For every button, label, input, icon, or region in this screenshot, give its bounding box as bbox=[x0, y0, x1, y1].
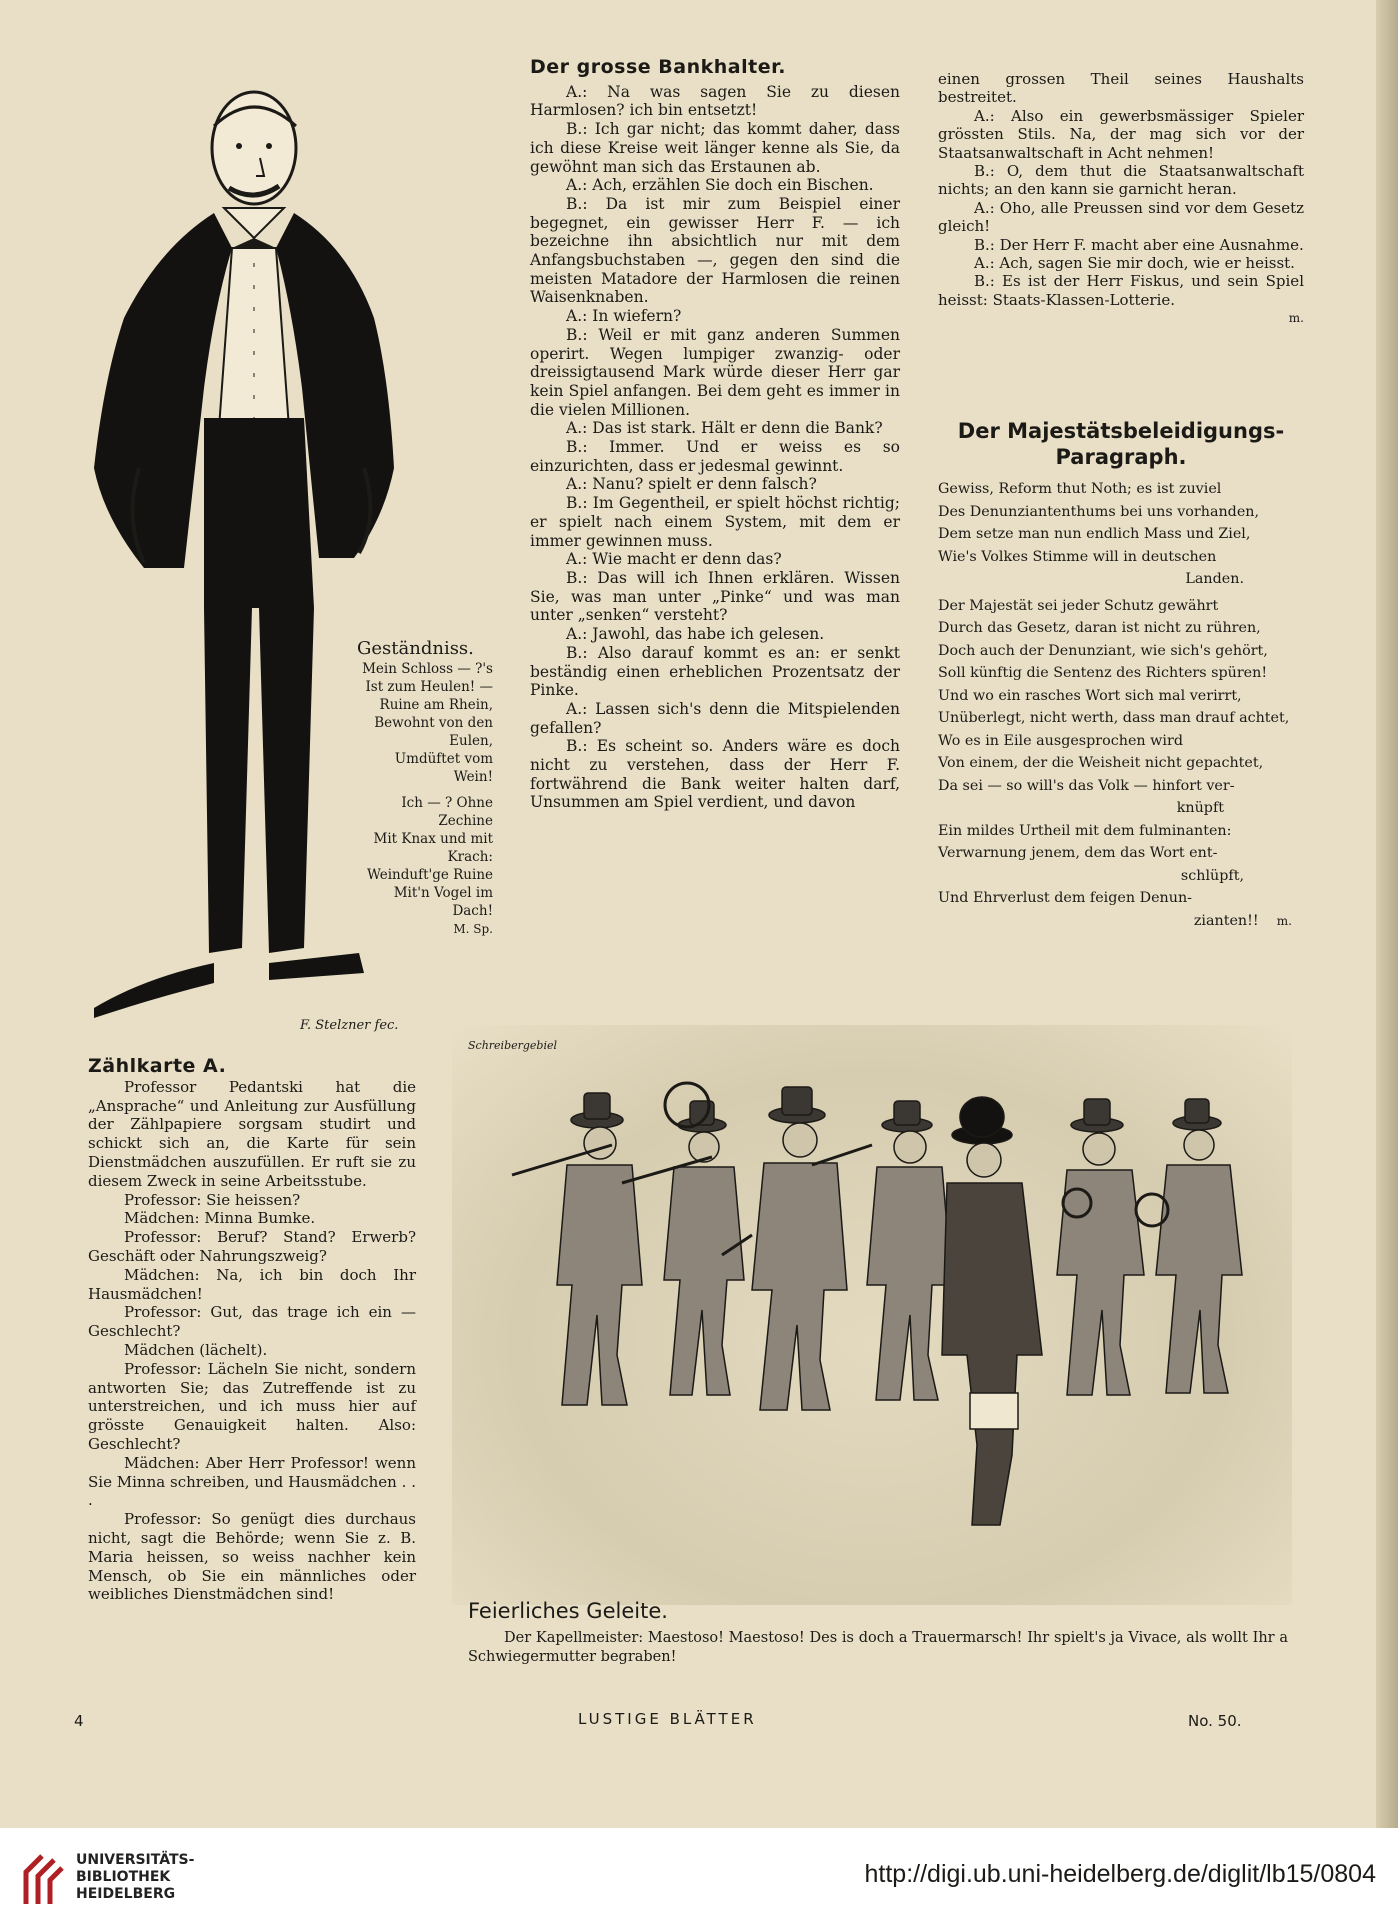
paragraph: B.: Es ist der Herr Fiskus, und sein Spiel heisst: Staats-Klassen-Lotterie. bbox=[938, 272, 1304, 309]
band-illustration bbox=[452, 1025, 1292, 1605]
poem-line: Dem setze man nun endlich Mass und Ziel, bbox=[938, 526, 1251, 542]
poem-line: Soll künftig die Sentenz des Richters spüren! bbox=[938, 665, 1268, 681]
poem-line: Eulen, bbox=[449, 733, 493, 749]
poem-line: Mit Knax und mit bbox=[373, 831, 493, 847]
paragraph: Professor: Beruf? Stand? Erwerb? Geschäft oder Nahrungszweig? bbox=[88, 1228, 416, 1265]
masthead: LUSTIGE BLÄTTER bbox=[578, 1710, 757, 1728]
poem-line: Mit'n Vogel im bbox=[393, 885, 493, 901]
poem-line: Umdüftet vom bbox=[394, 751, 493, 767]
library-banner bbox=[0, 1828, 1398, 1932]
poem-line: Ein mildes Urtheil mit dem fulminanten: bbox=[938, 822, 1232, 839]
paragraph: Professor Pedantski hat die „Ansprache“ und Anleitung zur Ausfüllung der Zählpapiere sorgsam studirt und schickt sich an, die Karte für sein Dienstmädchen auszufüllen. Er ruft sie zu diesem Zweck in seine Arbeitsstube. bbox=[88, 1077, 416, 1190]
poem-line: Wo es in Eile ausgesprochen wird bbox=[938, 732, 1183, 749]
poem-line: Gewiss, Reform thut Noth; es ist zuviel bbox=[938, 481, 1222, 497]
paragraph: A.: Wie macht er denn das? bbox=[566, 550, 782, 569]
poem-line: Und wo ein rasches Wort sich mal verirrt, bbox=[938, 687, 1242, 704]
library-line-3: HEIDELBERG bbox=[76, 1886, 176, 1902]
illustration-artist: Schreibergebiel bbox=[468, 1039, 558, 1052]
poem-line: Bewohnt von den bbox=[374, 715, 493, 731]
page-edge bbox=[1376, 0, 1398, 1828]
library-logo-icon bbox=[22, 1844, 64, 1908]
paragraph: A.: Lassen sich's denn die Mitspielenden gefallen? bbox=[530, 699, 900, 737]
poem-line: Verwarnung jenem, dem das Wort ent- bbox=[938, 845, 1218, 861]
poem-line: Mein Schloss — ?'s bbox=[362, 661, 493, 677]
paragraph: B.: Im Gegentheil, er spielt höchst richtig; er spielt nach einem System, mit dem er immer gewinnen muss. bbox=[530, 494, 900, 550]
paragraph: Professor: Gut, das trage ich ein — Geschlecht? bbox=[88, 1303, 416, 1341]
paragraph: A.: Jawohl, das habe ich gelesen. bbox=[566, 625, 825, 644]
library-line-1: UNIVERSITÄTS- bbox=[76, 1852, 195, 1868]
majestaet-title: Der Majestätsbeleidigungs- Paragraph. bbox=[957, 419, 1285, 469]
poem-signature: m. bbox=[1276, 913, 1292, 928]
paragraph: B.: Da ist mir zum Beispiel einer begegnet, ein gewisser Herr F. — ich bezeichne ihn absichtlich nur mit dem Anfangsbuchstaben —, gegen den sind die meisten Matadore der Harmlosen die reinen Waisenknaben. bbox=[530, 194, 900, 307]
paragraph: A.: Ach, erzählen Sie doch ein Bischen. bbox=[566, 176, 874, 195]
artist-signature: F. Stelzner fec. bbox=[300, 1018, 399, 1033]
paragraph: B.: Der Herr F. macht aber eine Ausnahme. bbox=[974, 235, 1304, 254]
majestaet-poem bbox=[938, 418, 1304, 932]
paragraph: B.: Das will ich Ihnen erklären. Wissen Sie, was man unter „Pinke“ und was man unter „senken“ versteht? bbox=[530, 568, 900, 625]
paragraph: Mädchen: Minna Bumke. bbox=[124, 1209, 316, 1228]
paragraph: Mädchen (lächelt). bbox=[124, 1340, 268, 1359]
poem-line: Weinduft'ge Ruine bbox=[366, 867, 493, 883]
poem-line-text: zianten!! bbox=[1193, 912, 1259, 929]
gestaendniss-poem bbox=[355, 638, 493, 938]
paragraph: Professor: Lächeln Sie nicht, sondern antworten Sie; das Zutreffende ist zu unterstreichen, und ich muss hier auf grösste Genauigkeit halten. Also: Geschlecht? bbox=[88, 1359, 416, 1453]
poem-line: Ist zum Heulen! — bbox=[365, 679, 493, 695]
bankhalter-article bbox=[530, 58, 900, 812]
paragraph: B.: Ich gar nicht; das kommt daher, dass ich diese Kreise weit länger kenne als Sie, da gewöhnt man sich das Erstaunen ab. bbox=[530, 120, 900, 176]
bankhalter-continuation bbox=[938, 70, 1304, 328]
poem-line: Der Majestät sei jeder Schutz gewährt bbox=[938, 597, 1219, 614]
bankhalter-title: Der grosse Bankhalter. bbox=[530, 56, 786, 78]
poem-line: knüpft bbox=[1176, 800, 1224, 816]
paragraph: einen grossen Theil seines Haushalts bestreitet. bbox=[938, 70, 1304, 107]
bankhalter-signature: m. bbox=[1288, 311, 1304, 326]
paragraph: A.: Ach, sagen Sie mir doch, wie er heisst. bbox=[974, 254, 1295, 273]
gestaendniss-title: Geständniss. bbox=[357, 638, 474, 659]
paragraph: B.: Es scheint so. Anders wäre es doch nicht zu verstehen, dass der Herr F. fortwährend die Bank weiter halten darf, Unsummen am Spiel verdient, und davon bbox=[530, 737, 900, 812]
paragraph: A.: Na was sagen Sie zu diesen Harmlosen? ich bin entsetzt! bbox=[530, 82, 900, 120]
paragraph: A.: In wiefern? bbox=[566, 307, 682, 326]
poem-line: Wie's Volkes Stimme will in deutschen bbox=[938, 548, 1217, 565]
paragraph: B.: Weil er mit ganz anderen Summen operirt. Wegen lumpiger zwanzig- oder dreissigtausend Mark würde dieser Herr gar kein Spiel anfangen. Bei dem geht es immer in die vielen Millionen. bbox=[530, 325, 900, 419]
poem-line: Landen. bbox=[1185, 571, 1244, 587]
illustration-caption: Der Kapellmeister: Maestoso! Maestoso! Des is doch a Trauermarsch! Ihr spielt's ja Vivace, als wollt Ihr a Schwiegermutter begraben! bbox=[468, 1630, 1288, 1665]
poem-line: Durch das Gesetz, daran ist nicht zu rühren, bbox=[938, 620, 1261, 636]
poem-line: Da sei — so will's das Volk — hinfort ver- bbox=[938, 777, 1235, 794]
library-name bbox=[76, 1852, 194, 1903]
paragraph: B.: O, dem thut die Staatsanwaltschaft nichts; an den kann sie garnicht heran. bbox=[938, 162, 1304, 199]
poem-line: Von einem, der die Weisheit nicht gepachtet, bbox=[938, 755, 1264, 771]
poem-line: Ich — ? Ohne bbox=[401, 795, 493, 811]
paragraph: Professor: So genügt dies durchaus nicht, sagt die Behörde; wenn Sie z. B. Maria heissen, so weiss nachher kein Mensch, ob Sie ein männliches oder weibliches Dienstmädchen sind! bbox=[88, 1510, 416, 1604]
poem-line: Ruine am Rhein, bbox=[379, 697, 493, 713]
paragraph: B.: Also darauf kommt es an: er senkt beständig einen erheblichen Prozentsatz der Pinke. bbox=[530, 643, 900, 700]
paragraph: Professor: Sie heissen? bbox=[124, 1190, 301, 1209]
poem-line: Dach! bbox=[452, 903, 493, 919]
poem-line: Unüberlegt, nicht werth, dass man drauf achtet, bbox=[938, 710, 1290, 726]
illustration-title: Feierliches Geleite. bbox=[468, 1599, 668, 1623]
paragraph: A.: Nanu? spielt er denn falsch? bbox=[566, 475, 817, 494]
poem-line: Des Denunziantenthums bei uns vorhanden, bbox=[938, 503, 1260, 520]
issue-number: No. 50. bbox=[1188, 1712, 1242, 1730]
poem-line: Zechine bbox=[438, 813, 493, 829]
poem-line: Doch auch der Denunziant, wie sich's gehört, bbox=[938, 642, 1268, 659]
paragraph: B.: Immer. Und er weiss es so einzurichten, dass er jedesmal gewinnt. bbox=[530, 438, 900, 475]
poem-line: Wein! bbox=[453, 769, 493, 785]
poem-line: Krach: bbox=[447, 849, 493, 865]
illustration-caption-block bbox=[468, 1599, 1288, 1667]
poem-signature: M. Sp. bbox=[453, 922, 493, 936]
paragraph: Mädchen: Aber Herr Professor! wenn Sie Minna schreiben, und Hausmädchen . . . bbox=[88, 1453, 416, 1510]
page-number: 4 bbox=[74, 1712, 84, 1730]
paragraph: A.: Oho, alle Preussen sind vor dem Gesetz gleich! bbox=[938, 198, 1304, 236]
source-url-link[interactable]: http://digi.ub.uni-heidelberg.de/diglit/lb15/0804 bbox=[864, 1860, 1376, 1888]
zaehlkarte-title: Zählkarte A. bbox=[88, 1055, 227, 1077]
poem-line bbox=[938, 910, 1304, 933]
paragraph: A.: Das ist stark. Hält er denn die Bank? bbox=[566, 419, 883, 438]
paragraph: Mädchen: Na, ich bin doch Ihr Hausmädchen! bbox=[88, 1265, 416, 1303]
paragraph: A.: Also ein gewerbsmässiger Spieler grössten Stils. Na, der mag sich vor der Staatsanwaltschaft in Acht nehmen! bbox=[938, 106, 1304, 162]
poem-line: Und Ehrverlust dem feigen Denun- bbox=[938, 890, 1192, 906]
poem-line: schlüpft, bbox=[1180, 867, 1244, 884]
library-line-2: BIBLIOTHEK bbox=[76, 1869, 171, 1885]
zaehlkarte-article bbox=[88, 1057, 416, 1604]
